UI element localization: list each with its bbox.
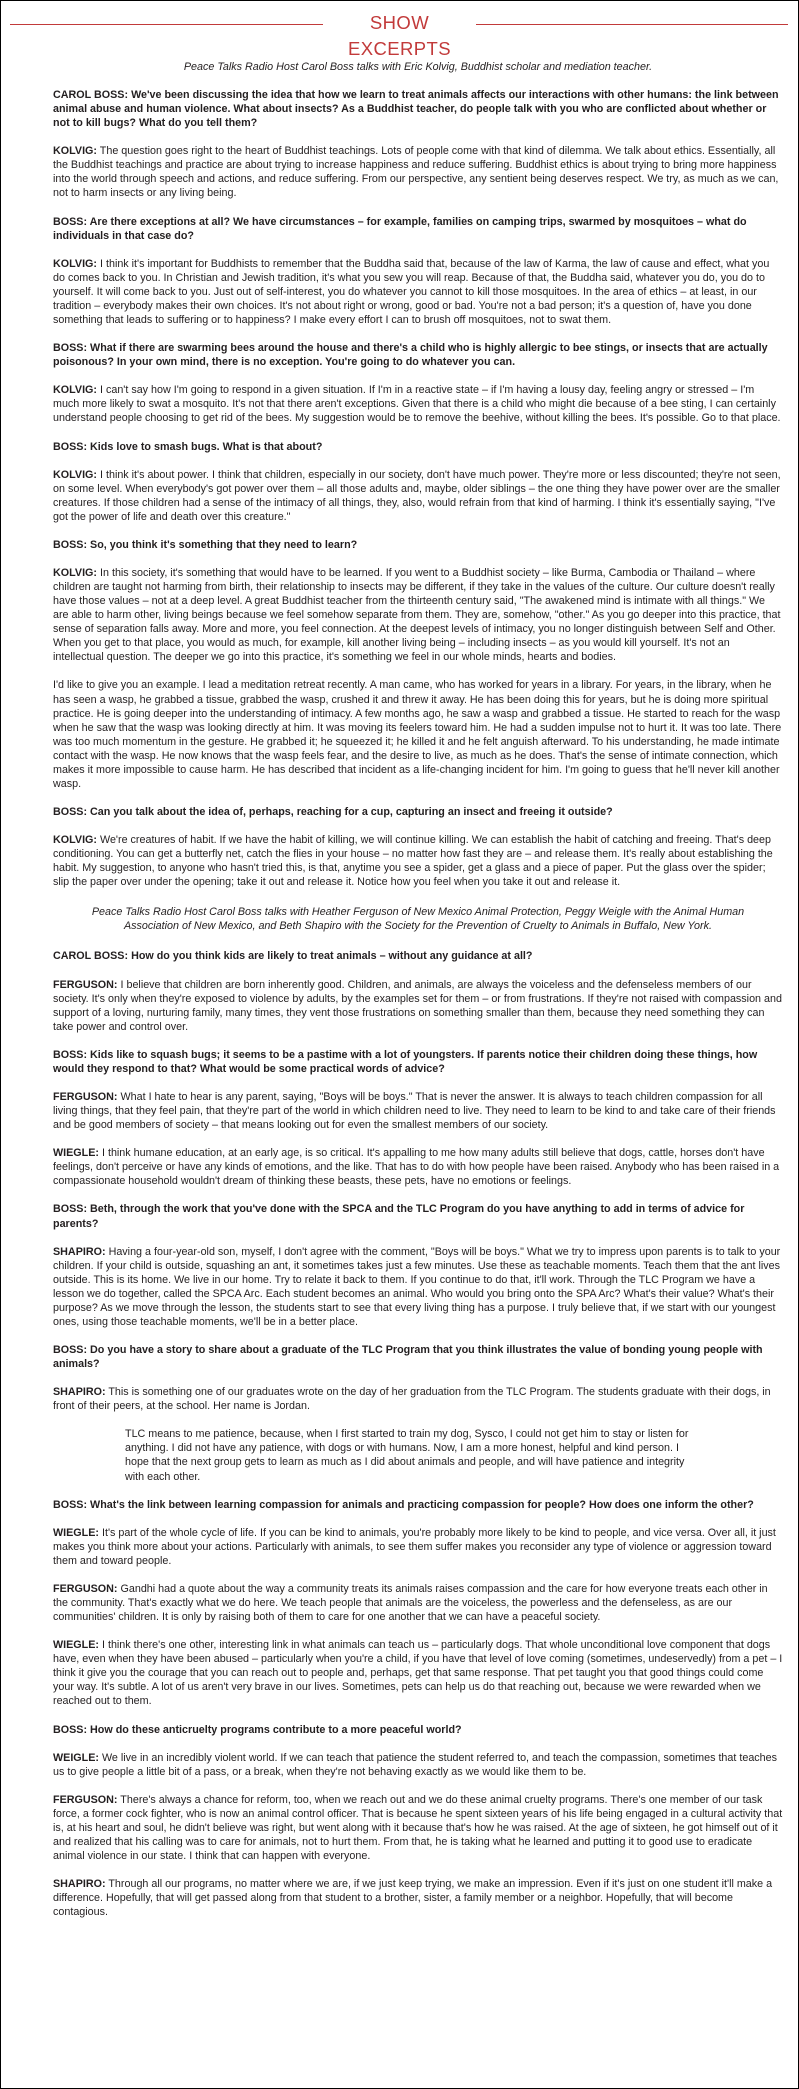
paragraph-text: We live in an incredibly violent world. If we can teach that patience the student referred to, and teach the compassion, sometimes that teaches us to give people a little bit of a pass, or a break, when they're not behaving exactly as we would like them to be. [53, 1751, 778, 1778]
paragraph-text: Kids like to squash bugs; it seems to be a pastime with a lot of youngsters. If parents notice their children doing these things, how would they respond to that? What would be some practical words of advice? [53, 1048, 758, 1075]
question-paragraph [53, 538, 783, 552]
answer-paragraph [53, 1877, 783, 1919]
speaker-label: BOSS: [53, 215, 88, 228]
graduate-quote: TLC means to me patience, because, when I first started to train my dog, Sysco, I could not get him to stay or listen for anything. I did not have any patience, with dogs or with humans. Now, I am a more honest, helpful and kind person. I hope that the next group gets to learn as much as I did about animals and people, and will have patience and integrity with each other. [125, 1428, 689, 1483]
header-rule-left [10, 24, 323, 25]
answer-paragraph [53, 678, 783, 790]
speaker-label: BOSS: [53, 805, 88, 818]
answer-paragraph [53, 1751, 783, 1779]
speaker-label: KOLVIG: [53, 834, 97, 847]
article-body [53, 60, 783, 1934]
answer-paragraph [53, 1793, 783, 1863]
paragraph-text: How do you think kids are likely to treat animals – without any guidance at all? [131, 950, 533, 963]
paragraph-text: The question goes right to the heart of Buddhist teachings. Lots of people come with that kind of dilemma. We talk about ethics. Essentially, all the Buddhist teachings and practice are about trying to increase happiness and reduce suffering. Buddhist ethics is about trying to bring more happiness into the world through speech and actions, and reduce suffering. From our perspective, any sentient being deserves respect. We try, as much as we can, not to harm insects or any living being. [53, 145, 779, 200]
paragraph-text: We're creatures of habit. If we have the habit of killing, we will continue killing. We can establish the habit of catching and freeing. That's deep conditioning. You can get a butterfly net, catch the flies in your house – no matter how fast they are – and release them. It's really about establishing the habit. My suggestion, to anyone who hasn't tried this, is that, anytime you see a spider, get a glass and a piece of paper. Put the glass over the spider; slip the paper over under the opening; take it out and release it. Notice how you feel when you take it out and release it. [53, 834, 773, 889]
paragraph-text: Do you have a story to share about a graduate of the TLC Program that you think illustrates the value of bonding young people with animals? [53, 1344, 763, 1371]
speaker-label: BOSS: [53, 342, 88, 355]
paragraph-text: Can you talk about the idea of, perhaps, reaching for a cup, capturing an insect and freeing it outside? [90, 805, 613, 818]
paragraph-text: What's the link between learning compassion for animals and practicing compassion for people? How does one inform the other? [90, 1498, 754, 1511]
speaker-label: BOSS: [53, 1048, 88, 1061]
answer-paragraph [53, 1526, 783, 1568]
paragraph-text: I think there's one other, interesting link in what animals can teach us – particularly dogs. That whole unconditional love component that dogs have, even when they have been abused – particularly when you're a child, if you have that level of love coming (sometimes, undeservedly) from a pet – I think it give you the courage that you can reach out to people and, perhaps, get that same response. That pet taught you that good things could come your way. It's subtle. A lot of us aren't very brave in our lives. Sometimes, pets can help us do that reaching out, because we were rewarded when we reached out to them. [53, 1639, 783, 1708]
interview-panel-continued [53, 1498, 783, 1920]
question-paragraph [53, 1343, 783, 1371]
paragraph-text: I believe that children are born inherently good. Children, and animals, are always the voiceless and the defenseless members of our society. It's only when they're exposed to violence by adults, by the examples set for them – or from frustrations. If they're not raised with compassion and support of a loving, nurturing family, many times, they vent those frustrations on something smaller than them, because they need something they can take power and control over. [53, 978, 782, 1033]
question-paragraph [53, 1723, 783, 1737]
interview-kolvig [53, 88, 783, 889]
answer-paragraph [53, 468, 783, 524]
answer-paragraph [53, 1582, 783, 1624]
paragraph-text: I can't say how I'm going to respond in a given situation. If I'm in a reactive state – if I'm having a lousy day, feeling angry or stressed – I'm much more likely to swat a mosquito. It's not that there aren't exceptions. Given that there is a child who might die because of a bee sting, I can certainly understand people choosing to get rid of the bees. My suggestion would be to remove the beehive, without killing the bees. It's possible. Go to that place. [53, 384, 781, 425]
paragraph-text: I'd like to give you an example. I lead a meditation retreat recently. A man came, who has worked for years in a library. For years, in the library, when he has seen a wasp, he grabbed a tissue, grabbed the wasp, crushed it and threw it away. He has been doing this for years, but he is doing more spiritual practice. He is going deeper into the understanding of intimacy. A few months ago, he saw a wasp and grabbed a tissue. He started to reach for the wasp when he saw that the wasp was looking directly at him. It was moving its feelers toward him. He had a sudden impulse not to hurt it. It was too late. There was too much momentum in the gesture. He grabbed it; he squeezed it; he killed it and he felt anguish afterward. To his understanding, he made intimate contact with the wasp. He now knows that the wasp feels fear, and the desire to live, as much as he does. That's the sense of intimate connection, which makes it more impossible to cause harm. He has described that incident as a life-changing incident for him. I'm going to guess that he'll never kill another wasp. [53, 679, 782, 790]
intro-kolvig: Peace Talks Radio Host Carol Boss talks with Eric Kolvig, Buddhist scholar and mediation teacher. [183, 61, 653, 73]
paragraph-text: How do these anticruelty programs contribute to a more peaceful world? [90, 1723, 462, 1736]
paragraph-text: It's part of the whole cycle of life. If you can be kind to animals, you're probably more likely to be kind to people, and vice versa. Over all, it just makes you think more about your actions. Particularly with animals, to see them suffer makes you reconsider any type of violence or aggression toward them and toward people. [53, 1526, 776, 1567]
interview-panel [53, 949, 783, 1413]
question-paragraph [53, 1202, 783, 1230]
speaker-label: KOLVIG: [53, 145, 97, 158]
speaker-label: BOSS: [53, 538, 88, 551]
paragraph-text: In this society, it's something that would have to be learned. If you went to a Buddhist society – like Burma, Cambodia or Thailand – where children are taught not harming from birth, their relationship to insects may be different, if they take in the values of the culture. Our culture doesn't really have those values – not at a deep level. A great Buddhist teacher from the thirteenth century said, "The awakened mind is intimate with all things." We are able to harm other, living beings because we feel somehow separate from them. They are, somehow, "other." As you go deeper into this practice, that sense of separation falls away. More and more, you feel connection. At the deepest levels of intimacy, you no longer distinguish between Self and Other. When you get to that place, you would as much, for example, kill another living being – including insects – as you would kill yourself. It's not an intellectual question. The deeper we go into this practice, it's something we feel in our whole minds, hearts and bodies. [53, 567, 781, 664]
speaker-label: FERGUSON: [53, 1583, 118, 1596]
speaker-label: BOSS: [53, 440, 88, 453]
answer-paragraph [53, 1385, 783, 1413]
answer-paragraph [53, 383, 783, 425]
question-paragraph [53, 88, 783, 130]
speaker-label: BOSS: [53, 1498, 88, 1511]
speaker-label: CAROL BOSS: [53, 950, 129, 963]
speaker-label: CAROL BOSS: [53, 89, 129, 102]
paragraph-text: What I hate to hear is any parent, saying, "Boys will be boys." That is never the answer. It is always to teach children compassion for all living things, that they feel pain, that they're part of the world in which children need to live. They need to learn to be kind to and take care of their friends and be good members of society – that means looking out for even the smallest members of our society. [53, 1090, 776, 1132]
speaker-label: WEIGLE: [53, 1751, 99, 1764]
speaker-label: SHAPIRO: [53, 1245, 106, 1258]
answer-paragraph [53, 978, 783, 1034]
answer-paragraph [53, 144, 783, 200]
answer-paragraph [53, 1146, 783, 1188]
paragraph-text: There's always a chance for reform, too, when we reach out and we do these animal cruelty programs. There's one member of our task force, a former cock fighter, who is now an animal control officer. That is because he spent sixteen years of his life being engaged in a cultural activity that is, at his heart and soul, he didn't believe was right, but went along with it because that's how he was raised. At the age of sixteen, he got himself out of it and realized that his calling was to care for animals, not to hurt them. From that, he is taking what he learned and putting it to good use to eradicate animal violence in our state. I think that can happen with everyone. [53, 1793, 783, 1863]
paragraph-text: Having a four-year-old son, myself, I don't agree with the comment, "Boys will be boys." What we try to impress upon parents is to talk to your children. If your child is outside, squashing an ant, it sometimes takes just a few minutes. Use these as teachable moments. Teach them that the ant lives outside. This is its home. We live in our home. Try to relate it back to them. If you continue to do that, it'll work. Through the TLC Program we have a lesson we do together, called the SPCA Arc. Each student becomes an animal. Who would you bring onto the SPA Arc? What's their value? What's their purpose? As we move through the lesson, the students start to see that every living thing has a purpose. I truly believe that, if we start with our youngest ones, using those teachable moments, we'll be in a better place. [53, 1245, 781, 1328]
question-paragraph [53, 341, 783, 369]
speaker-label: WIEGLE: [53, 1147, 99, 1160]
paragraph-text: I think it's important for Buddhists to remember that the Buddha said that, because of the law of Karma, the law of cause and effect, what you do comes back to you. In Christian and Jewish tradition, it's what you sew you will reap. Because of that, the Buddha said, whatever you do, you do to yourself. It will come back to you. Just out of self-interest, you do whatever you cannot to kill those mosquitoes. In the area of ethics – at least, in our tradition – everybody makes their own choices. It's not about right or wrong, good or bad. You're not a bad person; it's a question of, have you done something that leads to suffering or to happiness? I make every effort I can to brush off mosquitoes, not to swat them. [53, 257, 770, 326]
answer-paragraph [53, 1090, 783, 1132]
paragraph-text: Gandhi had a quote about the way a community treats its animals raises compassion and the care for how everyone treats each other in the community. That's exactly what we do here. We teach people that animals are the voiceless, the powerless and the defenseless, as are our communities' children. It is only by raising both of them to care for one another that we can have a peaceful society. [53, 1583, 768, 1624]
speaker-label: BOSS: [53, 1344, 88, 1357]
speaker-label: BOSS: [53, 1203, 88, 1216]
question-paragraph [53, 215, 783, 243]
question-paragraph [53, 1048, 783, 1076]
paragraph-text: I think humane education, at an early age, is so critical. It's appalling to me how many adults still believe that dogs, cattle, horses don't have feelings, don't perceive or have any kinds of emotions, and the like. That has to do with how people have been raised. Anybody who has been raised in a compassionate household wouldn't dream of thinking these beasts, these pets, have no emotions or feelings. [53, 1147, 780, 1188]
answer-paragraph [53, 1638, 783, 1708]
paragraph-text: This is something one of our graduates wrote on the day of her graduation from the TLC Program. The students graduate with their dogs, in front of their peers, at the school. Her name is Jordan. [53, 1386, 771, 1413]
question-paragraph [53, 440, 783, 454]
paragraph-text: I think it's about power. I think that children, especially in our society, don't have much power. They're more or less discounted; they're not seen, on some level. When everybody's got power over them – all those adults and, maybe, older siblings – the one thing they have power over are the smaller creatures. If those children had a sense of the intimacy of all things, they, also, would refrain from that kind of harming. I think it's essentially saying, "I've got the power of life and death over this creature." [53, 468, 781, 523]
paragraph-text: Are there exceptions at all? We have circumstances – for example, families on camping trips, swarmed by mosquitoes – what do individuals in that case do? [53, 215, 747, 242]
question-paragraph [53, 805, 783, 819]
question-paragraph [53, 1498, 783, 1512]
speaker-label: FERGUSON: [53, 978, 118, 991]
paragraph-text: What if there are swarming bees around the house and there's a child who is highly allergic to bee stings, or insects that are actually poisonous? In your own mind, there is no exception. You're going to do whatever you can. [53, 342, 768, 369]
answer-paragraph [53, 257, 783, 327]
speaker-label: WIEGLE: [53, 1639, 99, 1652]
speaker-label: KOLVIG: [53, 257, 97, 270]
speaker-label: SHAPIRO: [53, 1386, 106, 1399]
speaker-label: BOSS: [53, 1723, 88, 1736]
speaker-label: KOLVIG: [53, 468, 97, 481]
page-title: SHOW EXCERPTS [348, 12, 451, 59]
speaker-label: KOLVIG: [53, 384, 97, 397]
paragraph-text: Through all our programs, no matter where we are, if we just keep trying, we make an impression. Even if it's just on one student it'll make a difference. Hopefully, that will get passed along from that student to a brother, sister, a family member or a neighbor. Hopefully, that will become contagious. [53, 1878, 773, 1919]
answer-paragraph [53, 1245, 783, 1329]
paragraph-text: So, you think it's something that they need to learn? [90, 538, 358, 551]
intro-panel: Peace Talks Radio Host Carol Boss talks with Heather Ferguson of New Mexico Animal Protection, Peggy Weigle with the Animal Human Association of New Mexico, and Beth Shapiro with the Society for the Prevention of Cruelty to Animals in Buffalo, New York. [91, 906, 745, 933]
speaker-label: FERGUSON: [53, 1793, 118, 1806]
speaker-label: SHAPIRO: [53, 1878, 106, 1891]
paragraph-text: Beth, through the work that you've done with the SPCA and the TLC Program do you have anything to add in terms of advice for parents? [53, 1203, 745, 1230]
paragraph-text: We've been discussing the idea that how we learn to treat animals affects our interactions with other humans: the link between animal abuse and human violence. What about insects? As a Buddhist teacher, do people talk with you who are conflicted about whether or not to kill bugs? What do you tell them? [53, 89, 779, 130]
answer-paragraph [53, 833, 783, 889]
header-rule-right [476, 24, 788, 25]
speaker-label: KOLVIG: [53, 567, 97, 580]
paragraph-text: Kids love to smash bugs. What is that about? [90, 440, 323, 453]
speaker-label: FERGUSON: [53, 1090, 118, 1103]
question-paragraph [53, 949, 783, 963]
answer-paragraph [53, 566, 783, 664]
speaker-label: WIEGLE: [53, 1526, 99, 1539]
